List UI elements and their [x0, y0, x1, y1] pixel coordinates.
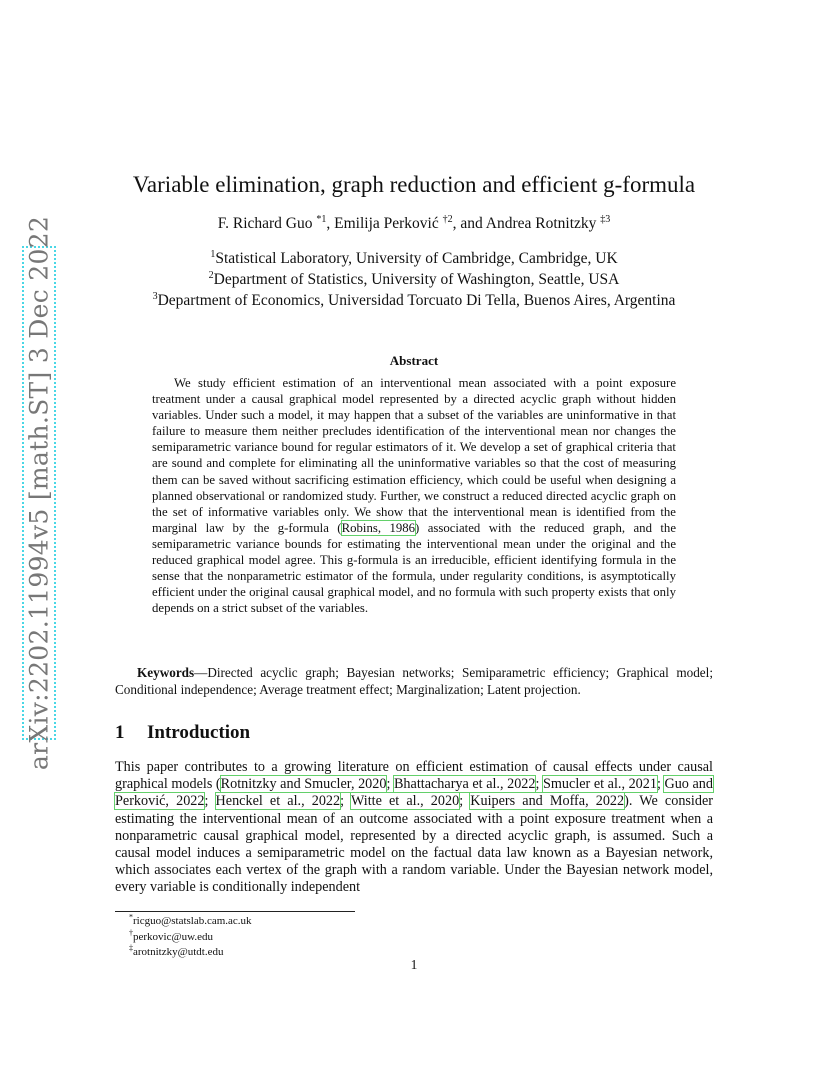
- citation-separator: ;: [656, 776, 665, 793]
- author-footnote-mark[interactable]: *1: [316, 213, 327, 225]
- citation-link[interactable]: Robins, 1986: [341, 520, 416, 535]
- footnote: [129, 927, 252, 946]
- body-text: ). We consider estimating the interventional mean of an outcome associated with a point exposure treatment when a nonparametric causal graphical model, represented by a directed acyclic graph, is assumed. Such a causal model induces a semiparametric model on the factual data law known as a Bayesian network, which associates each vertex of the graph with a random variable. Under the Bayesian network model, every variable is conditionally independent: [115, 793, 713, 896]
- author-name: , Emilija Perković: [326, 215, 443, 232]
- affiliation: [0, 269, 828, 290]
- author-footnote-mark[interactable]: ‡3: [600, 213, 611, 225]
- keywords-text: —Directed acyclic graph; Bayesian networks; Semiparametric efficiency; Graphical model; Conditional independence; Average treatment effect; Marginalization; Latent projection.: [115, 665, 713, 697]
- citation-link[interactable]: Rotnitzky and Smucler, 2020: [220, 776, 387, 793]
- arxiv-identifier[interactable]: arXiv:2202.11994v5 [math.ST] 3 Dec 2022: [24, 215, 54, 771]
- author-list: [0, 215, 828, 233]
- citation-separator: ;: [204, 793, 216, 810]
- citation-separator: ;: [386, 776, 394, 793]
- affiliation-list: [0, 248, 828, 311]
- abstract-text-part: ) associated with the reduced graph, and the semiparametric variance bounds for estimating the interventional mean under the original and the reduced graphical model agree. This g-formula is an irreducible, efficient identifying formula in the sense that the nonparametric estimator of the formula, under regularity conditions, is asymptotically efficient under the original causal graphical model, and no formula with such property exists that only depends on a strict subset of the variables.: [152, 520, 676, 616]
- footnote: [129, 914, 252, 930]
- keywords-label: Keywords: [137, 665, 195, 680]
- abstract-heading: Abstract: [389, 353, 439, 368]
- abstract-text-part: We study efficient estimation of an interventional mean associated with a point exposure treatment under a causal graphical model represented by a directed acyclic graph without hidden variables. Under such a model, it may happen that a subset of the variables are uninformative in that failure to measure them neither precludes identification of the interventional mean nor changes the semiparametric variance bound for regular estimators of it. We develop a set of graphical criteria that are sound and complete for eliminating all the uninformative variables so that the cost of measuring them can be saved without sacrificing estimation efficiency, which could be useful when designing a planned observational or randomized study. Further, we construct a reduced directed acyclic graph on the set of informative variables only. We show that the interventional mean is identified from the marginal law by the g-formula (: [152, 376, 676, 535]
- footnote-email: arotnitzky@utdt.edu: [133, 946, 224, 958]
- page-number: 1: [410, 957, 418, 972]
- affiliation-text: Department of Economics, Universidad Torcuato Di Tella, Buenos Aires, Argentina: [157, 292, 676, 309]
- footnote-mark: †: [129, 927, 133, 937]
- footnote-email: perkovic@uw.edu: [133, 930, 213, 943]
- citation-link[interactable]: Smucler et al., 2021: [543, 776, 657, 793]
- affiliation: [0, 290, 828, 311]
- paper-title: Variable elimination, graph reduction and efficient g-formula: [132, 172, 696, 197]
- author-footnote-mark[interactable]: †2: [442, 213, 453, 225]
- section-number: 1: [115, 722, 125, 743]
- citation-separator: ;: [340, 793, 351, 810]
- affiliation-mark: 2: [208, 269, 214, 281]
- author-name: F. Richard Guo: [217, 215, 317, 232]
- abstract-text: [152, 375, 676, 616]
- footnote-mark: *: [129, 912, 133, 922]
- introduction-text: [115, 759, 713, 897]
- affiliation-text: Department of Statistics, University of Washington, Seattle, USA: [213, 271, 620, 288]
- citation-link[interactable]: Witte et al., 2020: [350, 793, 460, 810]
- affiliation-text: Statistical Laboratory, University of Cambridge, Cambridge, UK: [215, 250, 618, 267]
- citation-link[interactable]: Kuipers and Moffa, 2022: [470, 793, 625, 810]
- citation-link[interactable]: Bhattacharya et al., 2022: [393, 776, 536, 793]
- footnote-list: [129, 914, 252, 961]
- affiliation-mark: 1: [210, 248, 216, 260]
- affiliation: [0, 248, 828, 269]
- author-name: , and Andrea Rotnitzky: [452, 215, 601, 232]
- body-text: This paper contributes to a growing literature on efficient estimation of causal effects under causal graphical models (: [115, 759, 713, 793]
- footnote-email: ricguo@statslab.cam.ac.uk: [133, 915, 252, 927]
- keywords-paragraph: [115, 664, 713, 698]
- affiliation-mark: 3: [152, 290, 158, 302]
- section-title: Introduction: [147, 722, 251, 743]
- citation-link[interactable]: Henckel et al., 2022: [215, 793, 341, 810]
- footnote-divider: [115, 911, 355, 912]
- citation-link[interactable]: Guo and Perković, 2022: [115, 776, 713, 810]
- citation-separator: ;: [459, 793, 471, 810]
- arxiv-stamp: [24, 215, 54, 771]
- footnote-mark: ‡: [129, 943, 133, 953]
- section-heading: [115, 722, 250, 744]
- citation-separator: ;: [535, 776, 543, 793]
